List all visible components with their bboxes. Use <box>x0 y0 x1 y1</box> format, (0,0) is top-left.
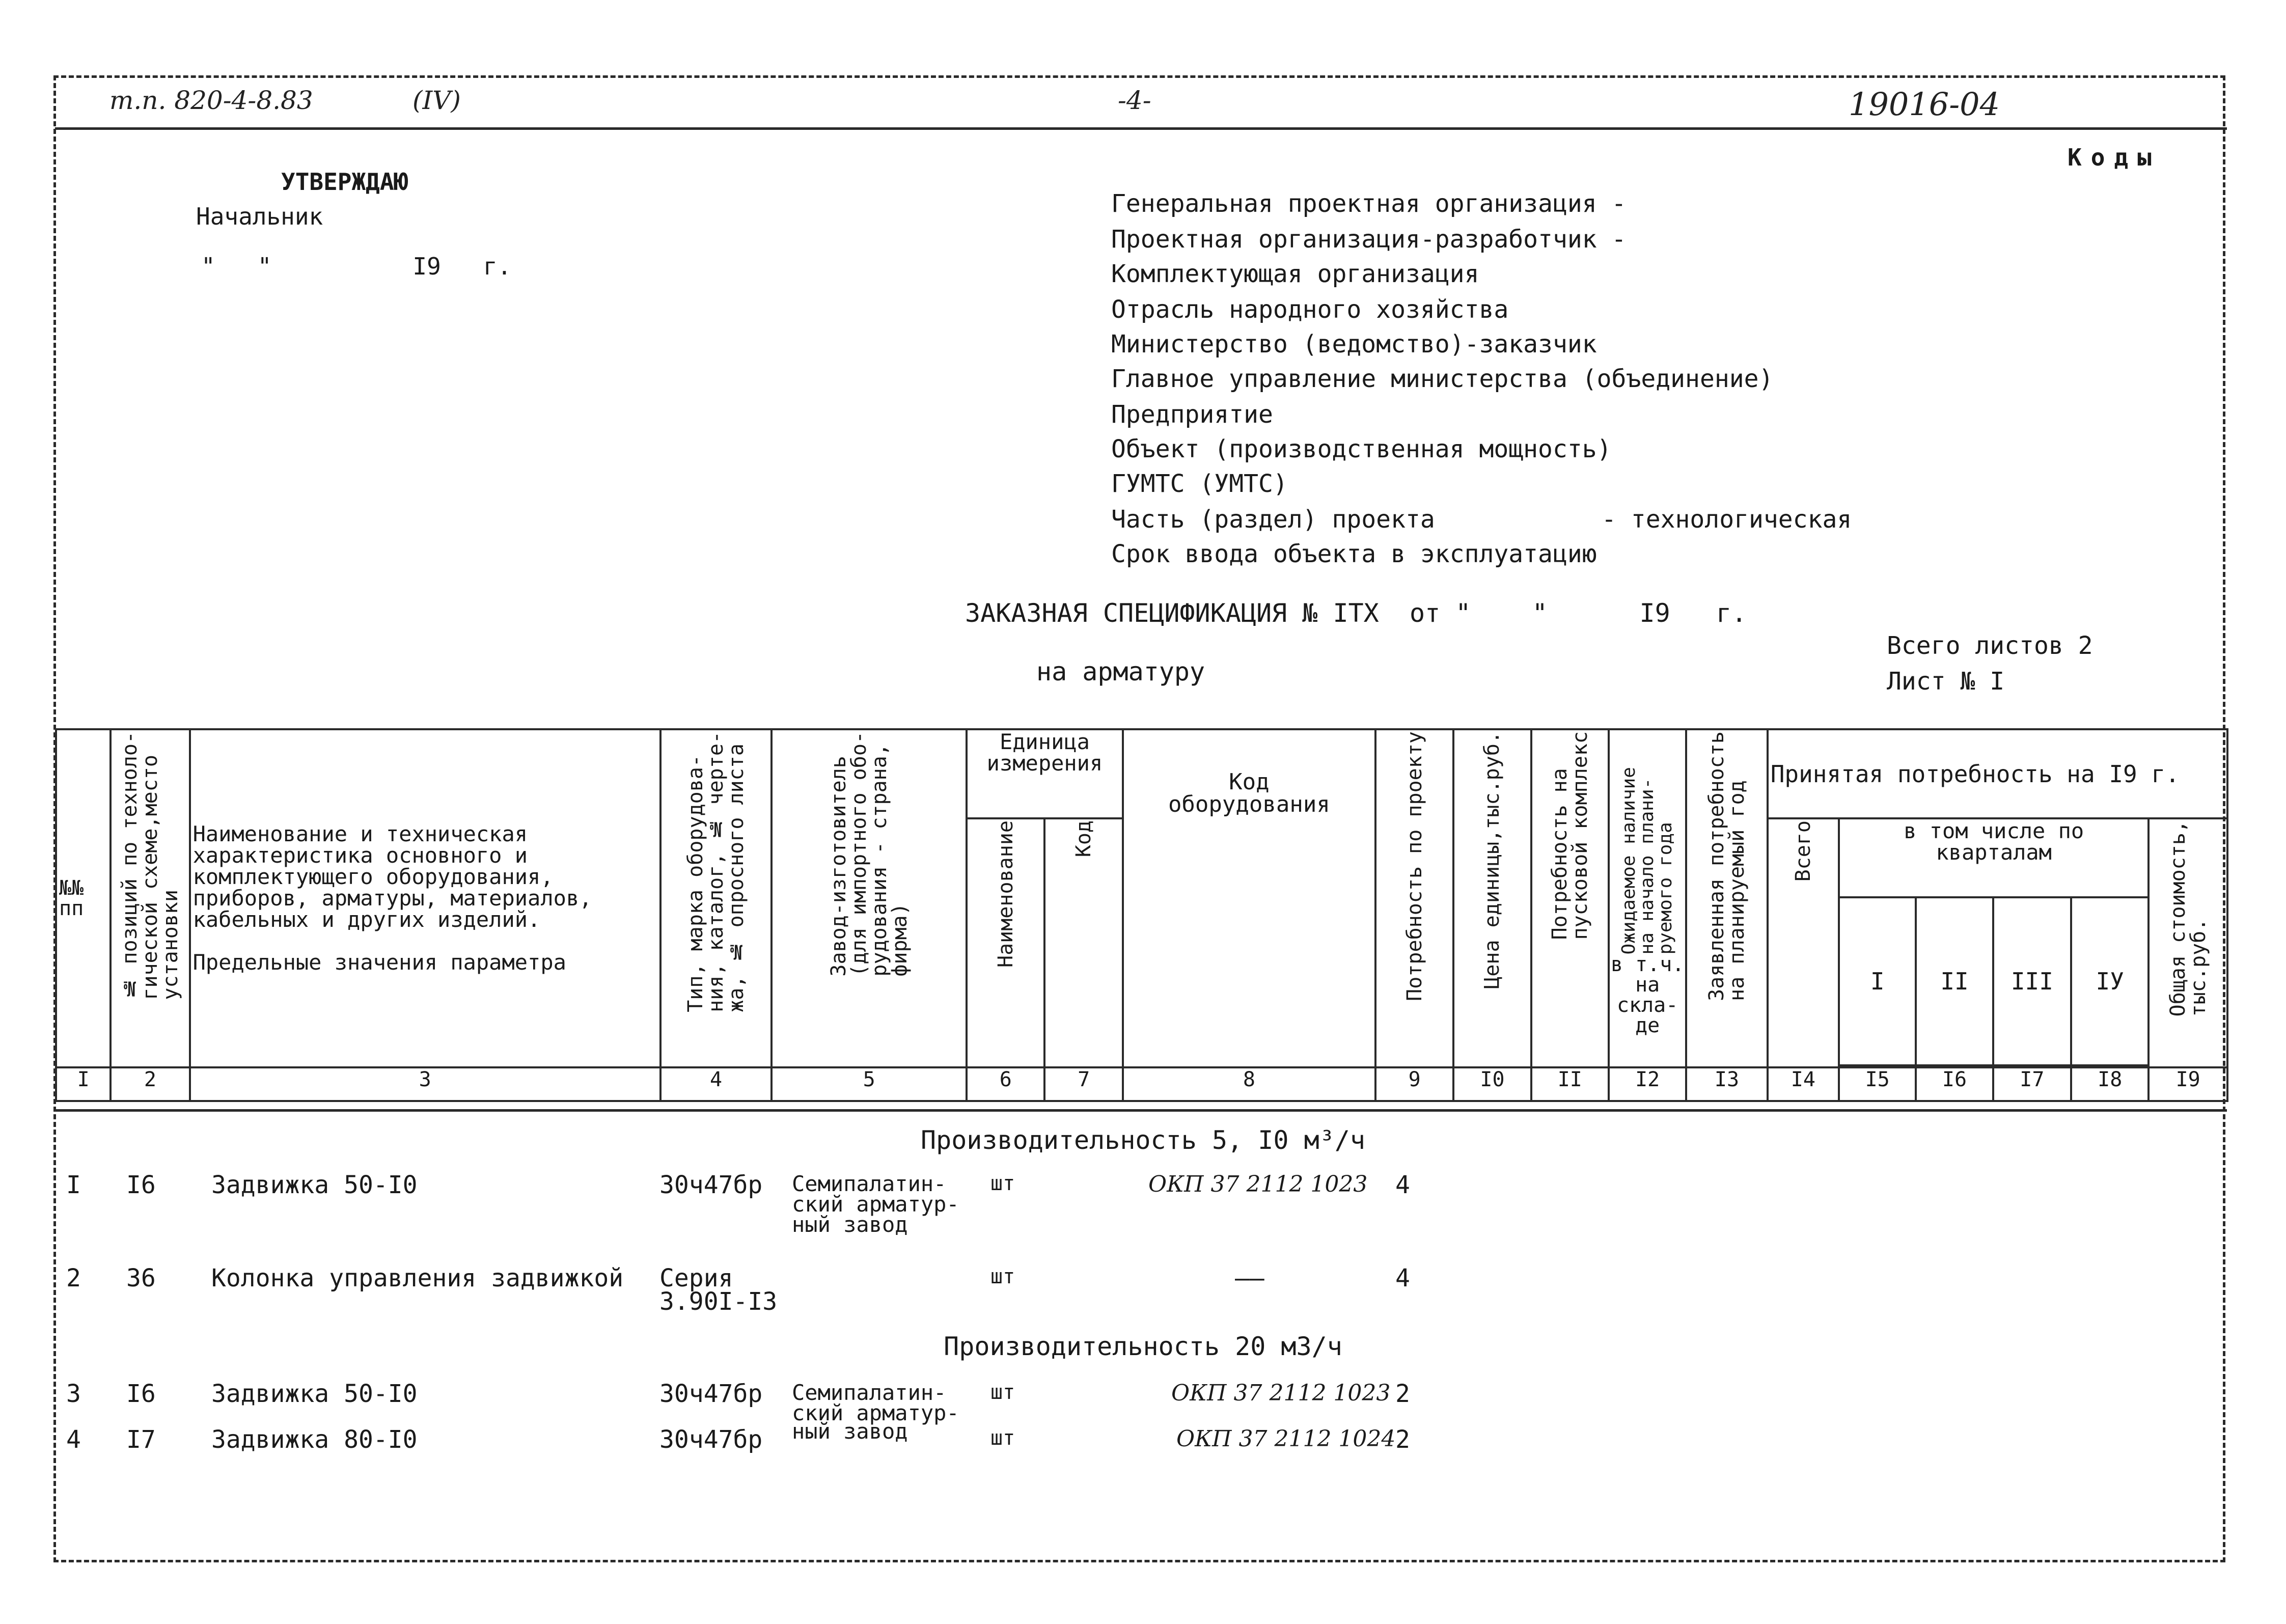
col-head-q4-text: IУ <box>2096 968 2124 995</box>
col-head-name <box>190 729 660 1067</box>
col-head-launch-text: Потребность на пусковой комплекс <box>1548 731 1592 940</box>
row-no: 4 <box>66 1425 81 1454</box>
section-heading-2: Производительность 20 м3/ч <box>944 1332 1342 1361</box>
table-row <box>0 1380 2286 1425</box>
table-row <box>0 1264 2286 1318</box>
row-unit: шт <box>990 1172 1015 1195</box>
row-type: 30ч47бр <box>659 1380 763 1408</box>
col-number: I6 <box>1916 1067 1993 1101</box>
row-maker: Семипалатин- ский арматур- ный завод <box>792 1171 959 1237</box>
row-type: 30ч47бр <box>659 1425 763 1454</box>
col-number: I3 <box>1686 1067 1767 1101</box>
col-number: 8 <box>1123 1067 1375 1101</box>
row-type: Серия 3.90I-I3 <box>659 1264 778 1316</box>
col-head-unit <box>967 729 1123 818</box>
approval-role: Начальник <box>196 203 323 230</box>
col-number: I9 <box>2149 1067 2227 1101</box>
row-maker: Семипалатин- ский арматур- <box>792 1380 959 1425</box>
stamp-number: 19016-04 <box>1849 86 2000 123</box>
col-number: 2 <box>111 1067 189 1101</box>
col-head-q3-text: III <box>2010 968 2053 995</box>
col-head-q2-text: II <box>1940 968 1969 995</box>
table-row <box>0 1171 2286 1237</box>
row-code: ОКП 37 2112 1023 <box>1148 1171 1368 1197</box>
total-sheets: Всего листов 2 <box>1887 631 2093 660</box>
col-head-maker-text: Завод-изготовитель (для импортного обо- рудования - страна, фирма) <box>827 731 912 977</box>
section-heading-1: Производительность 5, I0 м³/ч <box>921 1125 1365 1155</box>
col-number: 9 <box>1375 1067 1453 1101</box>
col-head-price <box>1453 729 1531 1067</box>
row-unit: шт <box>990 1426 1015 1450</box>
col-head-unit-code <box>1044 818 1122 1067</box>
col-number: I4 <box>1768 1067 1839 1101</box>
col-head-unit-name <box>967 818 1044 1067</box>
col-number: 7 <box>1044 1067 1122 1101</box>
org-field: Объект (производственная мощность) <box>1111 435 1612 463</box>
org-field: Часть (раздел) проекта <box>1111 505 1435 534</box>
col-head-declared <box>1686 729 1767 1067</box>
row-no: I <box>66 1171 81 1199</box>
row-unit: шт <box>990 1265 1015 1288</box>
org-field: Предприятие <box>1111 400 1273 429</box>
spec-subtitle: на арматуру <box>1036 657 1205 686</box>
col-number: II <box>1531 1067 1609 1101</box>
col-head-unit-name-text: Наименование <box>994 820 1017 968</box>
part-mark: (IV) <box>412 86 461 115</box>
column-number-row <box>56 1067 2227 1101</box>
sheet-number: Лист № I <box>1887 667 2005 696</box>
row-name: Колонка управления задвижкой <box>211 1264 624 1292</box>
row-maker: ный завод <box>792 1419 908 1444</box>
col-head-price-text: Цена единицы,тыс.руб. <box>1480 731 1504 989</box>
codes-heading: Коды <box>2068 144 2161 171</box>
org-field: Генеральная проектная организация - <box>1111 189 1627 218</box>
org-field: Главное управление министерства (объединение) <box>1111 365 1774 393</box>
col-head-declared-text: Заявленная потребность на планируемый год <box>1705 731 1749 1001</box>
row-position: 36 <box>126 1264 156 1292</box>
col-head-stock <box>1609 729 1686 1067</box>
col-head-accepted <box>1768 729 2227 818</box>
col-head-code <box>1123 729 1375 1067</box>
row-name: Задвижка 80-I0 <box>211 1425 418 1454</box>
row-name: Задвижка 50-I0 <box>211 1171 418 1199</box>
row-no: 3 <box>66 1380 81 1408</box>
col-head-stock-warehouse: в т.ч. на скла- де <box>1610 953 1685 1037</box>
org-field: Комплектующая организация <box>1111 260 1479 288</box>
row-qty: 4 <box>1395 1171 1410 1199</box>
col-number: I8 <box>2071 1067 2149 1101</box>
org-field: Проектная организация-разработчик - <box>1111 225 1627 254</box>
col-head-q2 <box>1916 897 1993 1065</box>
col-head-cost <box>2149 818 2227 1067</box>
row-code: ОКП 37 2112 1023 <box>1171 1380 1391 1406</box>
col-head-q1-text: I <box>1870 968 1885 995</box>
col-number: I0 <box>1453 1067 1531 1101</box>
row-qty: 2 <box>1395 1425 1410 1454</box>
row-qty: 2 <box>1395 1380 1410 1408</box>
col-number: 4 <box>660 1067 772 1101</box>
org-field: Срок ввода объекта в эксплуатацию <box>1111 540 1597 568</box>
col-head-no-text: №№ пп <box>59 876 84 920</box>
row-name: Задвижка 50-I0 <box>211 1380 418 1408</box>
row-qty: 4 <box>1395 1264 1410 1292</box>
col-head-need <box>1375 729 1453 1067</box>
org-field: Министерство (ведомство)-заказчик <box>1111 330 1597 359</box>
col-head-q4 <box>2071 897 2149 1065</box>
col-number: I7 <box>1993 1067 2071 1101</box>
col-head-code-text: Код оборудования <box>1168 769 1330 817</box>
col-number: I2 <box>1609 1067 1686 1101</box>
col-number: 5 <box>772 1067 967 1101</box>
row-code: ОКП 37 2112 1024 <box>1176 1426 1396 1452</box>
approval-title: УТВЕРЖДАЮ <box>281 168 408 196</box>
table-row <box>0 1419 2286 1459</box>
col-head-quarters-text: в том числе по кварталам <box>1904 818 2084 865</box>
col-number: 3 <box>190 1067 660 1101</box>
col-head-unit-text: Единица измерения <box>986 729 1103 776</box>
col-head-quarters <box>1839 818 2149 897</box>
col-head-cost-text: Общая стоимость, тыс.руб. <box>2166 820 2210 1017</box>
col-head-total <box>1768 818 1839 1067</box>
spec-title: ЗАКАЗНАЯ СПЕЦИФИКАЦИЯ № ITX от " " I9 г. <box>965 598 1747 628</box>
table-bottom-rule <box>55 1109 2227 1112</box>
col-number: I5 <box>1839 1067 1916 1101</box>
col-head-no <box>56 729 111 1067</box>
col-number: 6 <box>967 1067 1044 1101</box>
row-type: 30ч47бр <box>659 1171 763 1199</box>
row-unit: шт <box>990 1381 1015 1404</box>
row-position: I6 <box>126 1380 156 1408</box>
spec-table <box>55 728 2228 1102</box>
col-number: I <box>56 1067 111 1101</box>
col-head-q3 <box>1993 897 2071 1065</box>
row-code: —— <box>1235 1264 1264 1292</box>
col-head-q1 <box>1839 897 1916 1065</box>
approval-date: " " I9 г. <box>201 253 512 280</box>
col-head-name-text: Наименование и техническая характеристика основного и комплектующего оборудования, приборов, арматуры, материалов, кабельных и других изделий. Предельные значения параметра <box>192 821 592 975</box>
col-head-position <box>111 729 189 1067</box>
col-head-launch <box>1531 729 1609 1067</box>
row-position: I6 <box>126 1171 156 1199</box>
col-head-total-text: Всего <box>1791 820 1815 882</box>
col-head-type <box>660 729 772 1067</box>
header-rule <box>55 127 2227 130</box>
col-head-type-text: Тип, марка оборудова- ния, каталог, № черте- жа, № опросного листа <box>683 731 748 1012</box>
page-number: -4- <box>1118 86 1151 115</box>
col-head-maker <box>772 729 967 1067</box>
col-head-position-text: № позиций по техноло- гической схеме,место установки <box>118 731 182 1000</box>
section-value: - технологическая <box>1602 505 1852 534</box>
col-head-accepted-text: Принятая потребность на I9 г. <box>1770 760 2180 788</box>
col-head-unit-code-text: Код <box>1072 820 1096 858</box>
org-field: Отрасль народного хозяйства <box>1111 295 1509 324</box>
col-head-stock-text: Ожидаемое наличие на начало плани- руемого года <box>1618 766 1676 954</box>
col-head-need-text: Потребность по проекту <box>1402 731 1426 1001</box>
doc-ref: т.п. 820-4-8.83 <box>109 86 313 115</box>
row-no: 2 <box>66 1264 81 1292</box>
org-field: ГУМТС (УМТС) <box>1111 470 1288 498</box>
row-position: I7 <box>126 1425 156 1454</box>
